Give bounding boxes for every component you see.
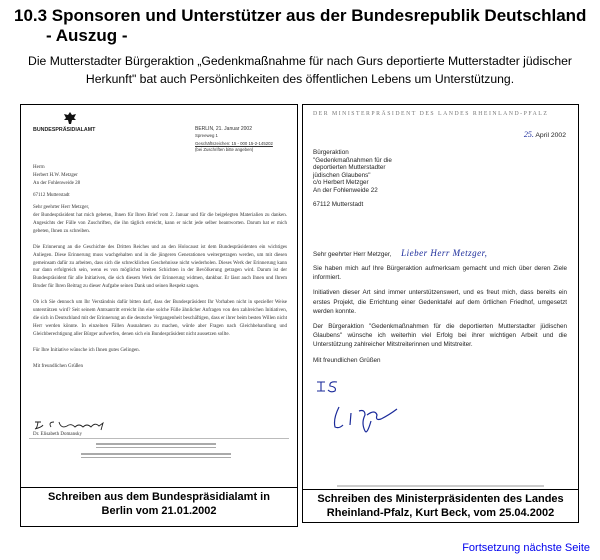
handwritten-salutation: Lieber Herr Metzger, <box>401 248 488 258</box>
signature-beck <box>331 401 411 437</box>
date-day-handwritten: 25. <box>523 130 534 139</box>
address-line: "Gedenkmaßnahmen für die <box>313 156 392 164</box>
footer-divider <box>29 438 289 439</box>
title-text: 10.3 Sponsoren und Unterstützer aus der Bundesrepublik Deutschland <box>14 6 587 25</box>
recipient-address <box>313 149 392 208</box>
signature-domansky <box>33 419 113 431</box>
letter-body <box>313 264 567 365</box>
paragraph: Die Erinnerung an die Geschichte des Dritten Reiches und an den Holocaust ist dem Bundespräsidenten ein wichtiges Anliegen. Diese Erinnerung muss wachgehalten und in die jüngeren Generationen weitergetragen werden, um mit diesen gemeinsam dafür zu arbeiten, dass sich die schrecklichen Geschehnisse nicht wiederholen. Dieses Werk der Erinnerung kann nur dann erfolgreich sein, wenn es von möglichst breiten Schichten in der Bevölkerung getragen wird. Darum ist der Bundespräsident für alle Initiativen, die sich diesem Werk der Erinnerung widmen, dankbar. Er lässt auch Ihnen und Ihrem Bruder für Ihren Beitrag zu dieser Aufgabe seinen Dank und seinen Respekt sagen. <box>33 244 287 290</box>
sender-name: DER MINISTERPRÄSIDENT DES LANDES RHEINLAND-PFALZ <box>313 111 549 117</box>
recipient-address <box>33 164 89 212</box>
address-city: 67112 Mutterstadt <box>313 200 364 208</box>
date-month-year: April 2002 <box>535 132 566 139</box>
letter-footer-fineprint <box>81 443 231 458</box>
signatory-name: Dr. Elisabeth Domansky <box>33 432 83 437</box>
paragraph: Ob ich Sie dennoch um Ihr Verständnis dafür bitten darf, dass der Bundespräsident Ihr Vorhaben nicht in spezieller Weise unterstützen wird? Seit seinem Amtsantritt erreicht ihn eine solche Fülle ähnlicher Anfragen von den zahlreichen Initiativen, die sich in Deutschland mit der Erinnerung an die deutsche Vergangenheit beschäftigen, dass er ihrer beim besten Willen nicht Herr werden könnte. In einzelnen Fällen Ausnahmen zu machen, würde aber Fragen nach Gleichbehandlung und Gleichberechtigung aller Bürger aufwerfen, denen sich ein Bundespräsident nicht aussetzen sollte. <box>33 300 287 337</box>
letter-body <box>33 212 287 371</box>
street: Spreeweg 1 <box>195 132 218 138</box>
closing: Mit freundlichen Grüßen <box>313 356 381 364</box>
paragraph: Initiativen dieser Art sind immer unterstützenswert, und es freut mich, dass bereits ein erstes Projekt, die Errichtung einer Gedenktafel auf dem örtlichen Friedhof, umgesetzt werden konnte. <box>313 289 567 315</box>
eagle-emblem-icon <box>63 111 77 125</box>
address-city: 67112 Mutterstadt <box>33 192 70 198</box>
letter-right-figure <box>302 104 579 523</box>
paragraph: Der Bürgeraktion "Gedenkmaßnahmen für die deportierten Mutterstadter jüdischen Glaubens" wünsche ich weiterhin viel Erfolg bei ihrer wichtigen Arbeit und die Unterstützung zahlreicher Mitstreiterinnen und Mitstreiter. <box>313 323 567 349</box>
address-line: c/o Herbert Metzger <box>313 179 369 187</box>
letter-head-block <box>195 127 285 152</box>
next-page-link[interactable]: Fortsetzung nächste Seite <box>462 542 590 554</box>
sender-name: BUNDESPRÄSIDIALAMT <box>33 127 96 133</box>
title-subtitle: - Auszug - <box>46 26 128 45</box>
address-line: An der Fohlenweide 28 <box>33 180 81 186</box>
letter-footer-fineprint <box>337 485 544 487</box>
address-line: An der Fohlenweide 22 <box>313 186 378 194</box>
address-line: Herrn <box>33 165 45 170</box>
salutation: Sehr geehrter Herr Metzger, <box>33 204 90 210</box>
letter-left-figure <box>20 104 298 527</box>
closing: Mit freundlichen Grüßen <box>33 363 83 369</box>
salutation: Sehr geehrter Herr Metzger, <box>313 251 392 258</box>
paragraph: Sie haben mich auf Ihre Bürgeraktion aufmerksam gemacht und mich über deren Ziele informiert. <box>313 265 567 282</box>
salutation-line <box>313 249 487 259</box>
letter-right-image <box>303 105 578 489</box>
letter-left-image <box>21 105 297 488</box>
address-line: jüdischen Glaubens" <box>313 171 371 179</box>
reference-note: (bei Zuschriften bitte angeben) <box>195 146 254 152</box>
caption-right: Schreiben des Ministerpräsidenten des Landes Rheinland-Pfalz, Kurt Beck, vom 25.04.2002 <box>303 489 578 522</box>
page-title <box>14 6 586 46</box>
address-line: Herbert H.W. Metzger <box>33 172 78 178</box>
address-line: deportierten Mutterstadter <box>313 164 386 172</box>
initials-signature <box>315 379 345 395</box>
place-date: BERLIN, 21. Januar 2002 <box>195 126 252 132</box>
address-line: Bürgeraktion <box>313 149 349 156</box>
reference: Geschäftszeichen: 15 - 000 15-2-145202 <box>195 141 273 146</box>
paragraph: der Bundespräsident hat mich gebeten, Ihnen für Ihren Brief vom 2. Januar und für die beigelegten Materialien zu danken. Angesichts der Fülle von Zuschriften, die ihn täglich erreicht, kann er nicht jede selber beantworten. Darum hat er mich gebeten, Ihnen zu schreiben. <box>33 213 287 234</box>
intro-text: Die Mutterstadter Bürgeraktion „Gedenkmaßnahme für nach Gurs deportierte Mutterstadter jüdischer Herkunft" bat auch Persönlichkeiten des öffentlichen Lebens um Unterstützung. <box>28 54 572 86</box>
paragraph: Für Ihre Initiative wünsche ich Ihnen gutes Gelingen. <box>33 347 140 353</box>
caption-left: Schreiben aus dem Bundespräsidialamt in Berlin vom 21.01.2002 <box>21 487 297 526</box>
letter-date <box>524 130 566 140</box>
